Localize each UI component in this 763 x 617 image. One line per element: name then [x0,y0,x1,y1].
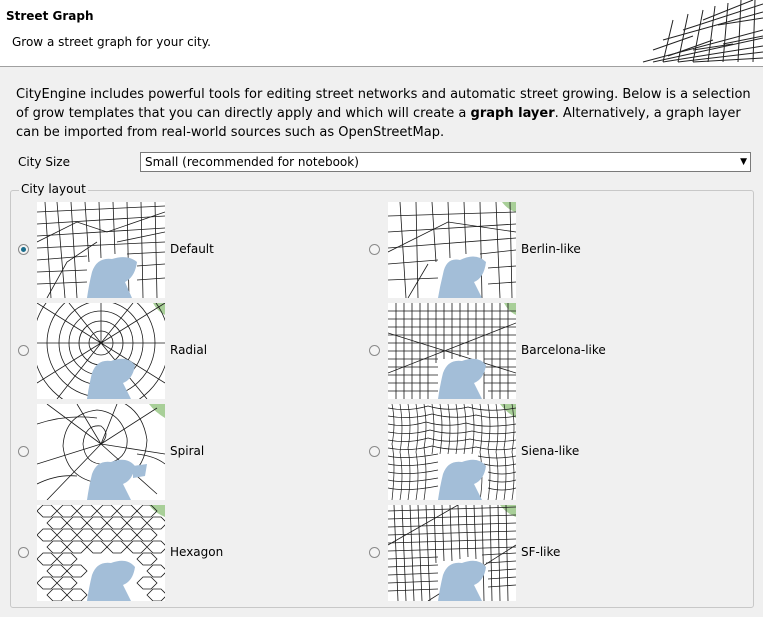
intro-text-part: CityEngine includes powerful tools for editing street networks and automatic street growing. Below is a selection of grow templates that you can directly apply and which will create a [16,87,751,121]
radio-siena-like[interactable] [369,446,380,457]
radial-map-thumbnail [37,303,165,399]
layout-option-sf-like[interactable] [369,505,689,601]
radio-radial[interactable] [18,345,29,356]
dropdown-arrow-icon[interactable]: ▼ [740,157,747,167]
hexagon-map-thumbnail [37,505,165,601]
city-size-value: Small (recommended for notebook) [145,155,359,169]
intro-bold-term: graph layer [470,106,555,121]
city-layout-label: City layout [21,182,86,196]
page-description: Grow a street graph for your city. [12,35,211,49]
intro-text-part: . Alternatively, a graph layer can be imported from real-world sources such as OpenStreetMap. [16,106,741,140]
option-label-default: Default [170,242,214,256]
intro-text [16,85,751,142]
berlin-like-map-thumbnail [388,202,516,298]
radio-barcelona-like[interactable] [369,345,380,356]
spiral-map-thumbnail [37,404,165,500]
layout-option-spiral[interactable] [18,404,338,500]
option-label-spiral: Spiral [170,444,205,458]
layout-option-barcelona-like[interactable] [369,303,689,399]
layout-option-radial[interactable] [18,303,338,399]
city-size-select[interactable] [140,152,751,172]
city-layout-group [10,182,754,608]
radio-default[interactable] [18,244,29,255]
option-label-berlin-like: Berlin-like [521,242,581,256]
street-graph-banner-icon [633,0,763,64]
layout-option-hexagon[interactable] [18,505,338,601]
radio-sf-like[interactable] [369,547,380,558]
layout-option-siena-like[interactable] [369,404,689,500]
siena-like-map-thumbnail [388,404,516,500]
option-label-barcelona-like: Barcelona-like [521,343,606,357]
page-title: Street Graph [6,9,94,23]
default-map-thumbnail [37,202,165,298]
option-label-siena-like: Siena-like [521,444,580,458]
city-size-label: City Size [18,155,70,169]
radio-hexagon[interactable] [18,547,29,558]
option-label-hexagon: Hexagon [170,545,224,559]
option-label-radial: Radial [170,343,208,357]
layout-option-berlin-like[interactable] [369,202,689,298]
layout-option-default[interactable] [18,202,338,298]
barcelona-like-map-thumbnail [388,303,516,399]
option-label-sf-like: SF-like [521,545,561,559]
wizard-header [0,0,763,67]
radio-berlin-like[interactable] [369,244,380,255]
sf-like-map-thumbnail [388,505,516,601]
radio-spiral[interactable] [18,446,29,457]
